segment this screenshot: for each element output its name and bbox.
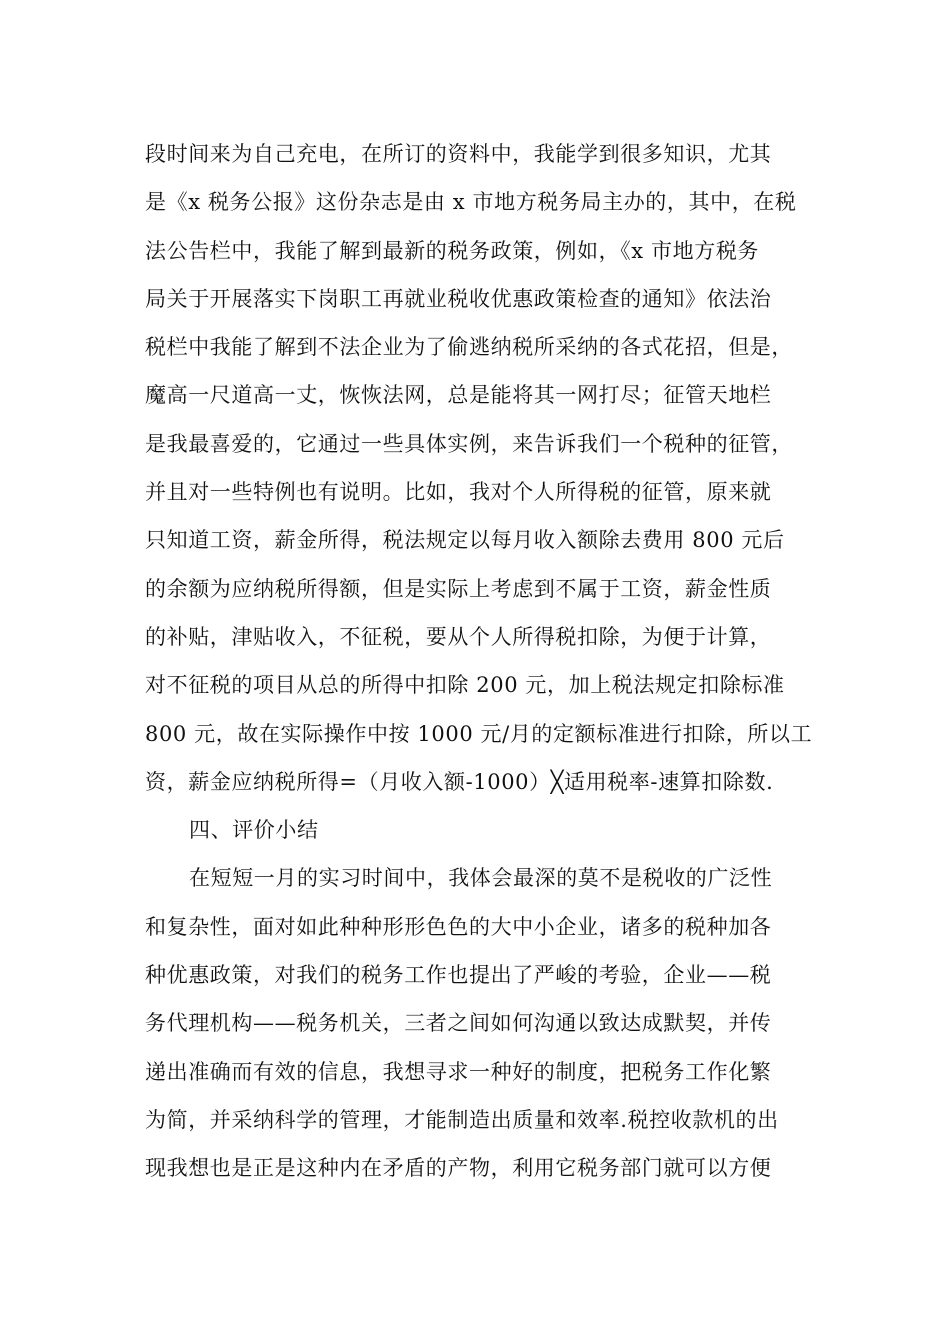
- paragraph-first-line: 在短短一月的实习时间中，我体会最深的莫不是税收的广泛性: [189, 866, 773, 891]
- text-line: 务代理机构——税务机关，三者之间如何沟通以致达成默契，并传: [145, 1011, 772, 1036]
- text-line: 段时间来为自己充电，在所订的资料中，我能学到很多知识，尤其: [145, 142, 772, 166]
- text-line: 是我最喜爱的，它通过一些具体实例，来告诉我们一个税种的征管，: [145, 431, 793, 456]
- text-line: 魔高一尺道高一丈，恢恢法网，总是能将其一网打尽；征管天地栏: [145, 383, 772, 408]
- text-line: 并且对一些特例也有说明。比如，我对个人所得税的征管，原来就: [145, 480, 772, 505]
- text-line: 税栏中我能了解到不法企业为了偷逃纳税所采纳的各式花招，但是，: [145, 335, 793, 360]
- text-line: 资，薪金应纳税所得=（月收入额-1000）╳适用税率-速算扣除数.: [145, 769, 774, 794]
- text-line: 现我想也是正是这种内在矛盾的产物，利用它税务部门就可以方便: [145, 1156, 772, 1181]
- text-line: 是《x 税务公报》这份杂志是由 x 市地方税务局主办的，其中，在税: [145, 190, 797, 215]
- text-line: 800 元，故在实际操作中按 1000 元/月的定额标准进行扣除，所以工: [145, 721, 813, 746]
- text-line: 局关于开展落实下岗职工再就业税收优惠政策检查的通知》依法治: [145, 286, 772, 311]
- text-line: 对不征税的项目从总的所得中扣除 200 元，加上税法规定扣除标准: [145, 673, 785, 698]
- text-line: 法公告栏中，我能了解到最新的税务政策，例如，《x 市地方税务: [145, 238, 760, 263]
- text-line: 种优惠政策，对我们的税务工作也提出了严峻的考验，企业——税: [145, 963, 772, 988]
- text-line: 和复杂性，面对如此种种形形色色的大中小企业，诸多的税种加各: [145, 914, 772, 939]
- body-text: [145, 130, 825, 1193]
- text-line: 为简，并采纳科学的管理，才能制造出质量和效率.税控收款机的出: [145, 1107, 779, 1132]
- text-line: 的余额为应纳税所得额，但是实际上考虑到不属于工资，薪金性质: [145, 576, 772, 601]
- section-heading: 四、评价小结: [189, 818, 319, 843]
- text-line: 递出准确而有效的信息，我想寻求一种好的制度，把税务工作化繁: [145, 1059, 772, 1084]
- text-line: 的补贴，津贴收入，不征税，要从个人所得税扣除，为便于计算，: [145, 624, 772, 649]
- text-line: 只知道工资，薪金所得，税法规定以每月收入额除去费用 800 元后: [145, 528, 785, 553]
